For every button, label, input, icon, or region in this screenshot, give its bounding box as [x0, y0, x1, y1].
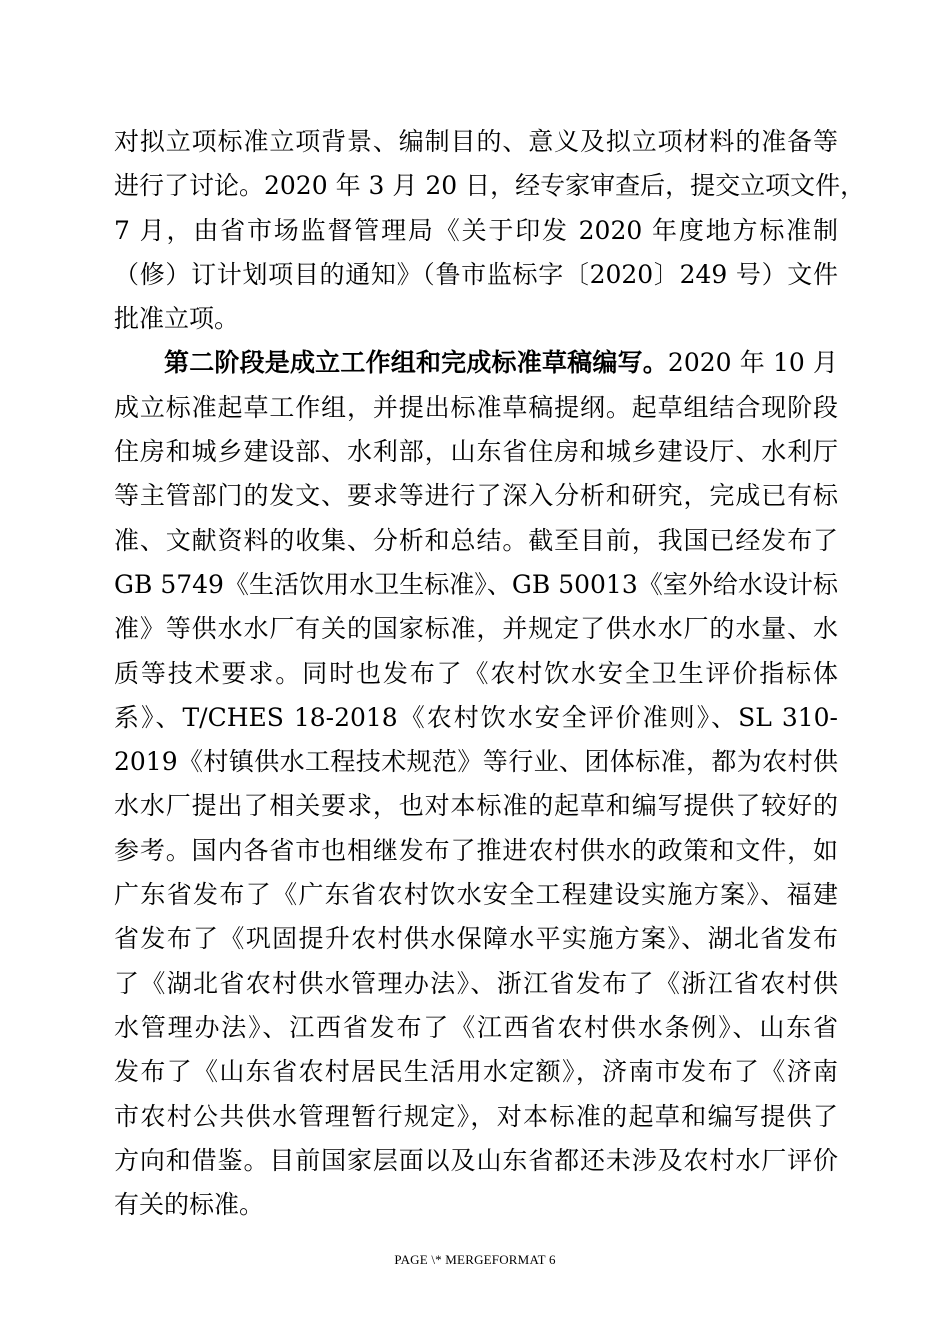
paragraph-line: 了《湖北省农村供水管理办法》、浙江省发布了《浙江省农村供	[114, 968, 838, 998]
paragraph-line: 批准立项。	[114, 304, 240, 334]
paragraph-line: 市农村公共供水管理暂行规定》，对本标准的起草和编写提供了	[114, 1101, 838, 1131]
paragraph-line: 系》、T/CHES 18-2018《农村饮水安全评价准则》、SL 310-	[114, 702, 838, 732]
paragraph-line: 发布了《山东省农村居民生活用水定额》，济南市发布了《济南	[114, 1057, 838, 1087]
paragraph-lead-rest: 2020 年 10 月	[667, 348, 838, 378]
paragraph-line: 省发布了《巩固提升农村供水保障水平实施方案》、湖北省发布	[114, 924, 838, 954]
paragraph-line: 广东省发布了《广东省农村饮水安全工程建设实施方案》、福建	[114, 880, 838, 910]
paragraph-line: 水水厂提出了相关要求，也对本标准的起草和编写提供了较好的	[114, 791, 838, 821]
paragraph-line: 准》等供水水厂有关的国家标准，并规定了供水水厂的水量、水	[114, 614, 838, 644]
paragraph-line: 等主管部门的发文、要求等进行了深入分析和研究，完成已有标	[114, 481, 838, 511]
paragraph-line: 进行了讨论。2020 年 3 月 20 日，经专家审查后，提交立项文件，	[114, 171, 866, 201]
document-body	[114, 120, 866, 1227]
paragraph-line: GB 5749《生活饮用水卫生标准》、GB 50013《室外给水设计标	[114, 569, 838, 599]
paragraph-1	[114, 120, 866, 341]
paragraph-lead-heading: 第二阶段是成立工作组和完成标准草稿编写。	[164, 348, 668, 378]
paragraph-line: 住房和城乡建设部、水利部，山东省住房和城乡建设厅、水利厅	[114, 437, 838, 467]
paragraph-first-line	[114, 341, 838, 385]
paragraph-line: 7 月，由省市场监督管理局《关于印发 2020 年度地方标准制	[114, 215, 838, 245]
paragraph-line: 2019《村镇供水工程技术规范》等行业、团体标准，都为农村供	[114, 747, 838, 777]
paragraph-2	[114, 341, 838, 1227]
paragraph-line: 有关的标准。	[114, 1190, 265, 1220]
paragraph-line: 质等技术要求。同时也发布了《农村饮水安全卫生评价指标体	[114, 658, 838, 688]
paragraph-line: 成立标准起草工作组，并提出标准草稿提纲。起草组结合现阶段	[114, 392, 838, 422]
paragraph-line: （修）订计划项目的通知》（鲁市监标字〔2020〕249 号）文件	[114, 259, 838, 289]
paragraph-line: 准、文献资料的收集、分析和总结。截至目前，我国已经发布了	[114, 525, 838, 555]
paragraph-line: 参考。国内各省市也相继发布了推进农村供水的政策和文件，如	[114, 835, 838, 865]
paragraph-line: 水管理办法》、江西省发布了《江西省农村供水条例》、山东省	[114, 1012, 838, 1042]
page-footer: PAGE \* MERGEFORMAT 6	[394, 1252, 556, 1267]
paragraph-line: 方向和借鉴。目前国家层面以及山东省都还未涉及农村水厂评价	[114, 1145, 838, 1175]
paragraph-line: 对拟立项标准立项背景、编制目的、意义及拟立项材料的准备等	[114, 127, 838, 156]
